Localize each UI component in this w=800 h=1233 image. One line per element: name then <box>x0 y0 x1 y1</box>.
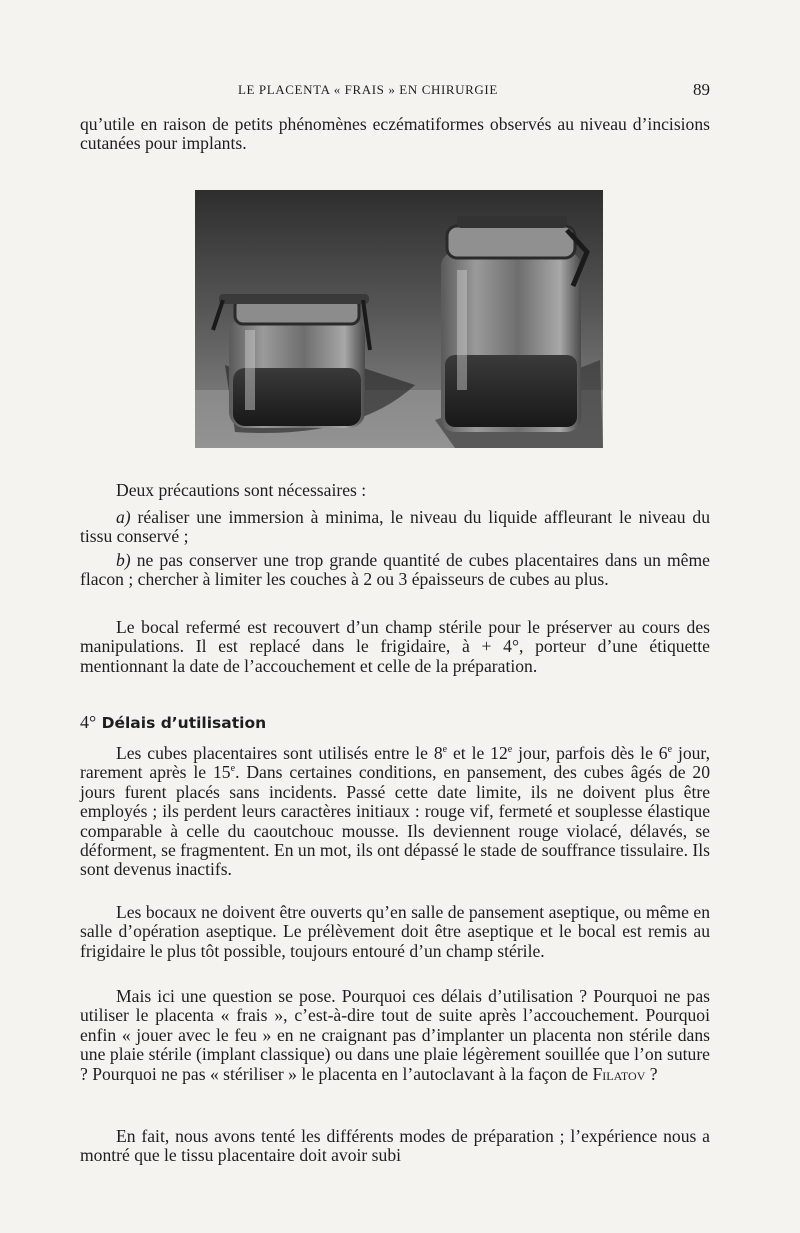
delais-text-3: jour, parfois dès le 6 <box>512 743 668 763</box>
delais-paragraph <box>80 744 710 880</box>
delais-text-5: . Dans certaines conditions, en pansement, des cubes âgés de 20 jours furent placés sans incidents. Passé cette date limite, ils ne doivent plus être employés ; ils perdent leurs caractères initiaux : rouge vif, fermeté et souplesse élastique comparable à celle du caoutchouc mousse. Ils deviennent rouge violacé, délavés, se déforment, se fragmentent. En un mot, ils ont dépassé le stade de souffrance tissulaire. Ils sont devenus inactifs. <box>80 762 710 880</box>
question-paragraph <box>80 987 710 1084</box>
precaution-a <box>80 508 710 547</box>
running-title: LE PLACENTA « FRAIS » EN CHIRURGIE <box>238 82 498 97</box>
question-text: Mais ici une question se pose. Pourquoi ces délais d’utilisation ? Pourquoi ne pas utiliser le placenta « frais », c’est-à-dire tout de suite après l’accouchement. Pourquoi enfin « jouer avec le feu » en ne craignant pas d’implanter un placenta non stérile dans une plaie stérile (implant classique) ou dans une plaie légèrement souillée que l’on suture ? Pourquoi ne pas « stériliser » le placenta en l’autoclavant à la façon de <box>80 986 710 1084</box>
precaution-a-text: réaliser une immersion à minima, le niveau du liquide affleurant le niveau du tissu conservé ; <box>80 507 710 547</box>
section-title: Délais d’utilisation <box>101 714 267 732</box>
ordinal-6: e <box>667 744 673 756</box>
running-header <box>80 80 712 100</box>
photo-preserving-jars <box>195 190 603 448</box>
delais-text-2: et le 12 <box>447 743 508 763</box>
page-number: 89 <box>693 80 710 99</box>
bocaux-paragraph: Les bocaux ne doivent être ouverts qu’en salle de pansement aseptique, ou même en salle d’opération aseptique. Le prélèvement doit être aseptique et le bocal est remis au frigidaire le plus tôt possible, toujours entouré d’un champ stérile. <box>80 902 710 961</box>
section-heading <box>80 712 266 733</box>
question-end: ? <box>645 1063 658 1084</box>
jar-photograph <box>195 190 603 448</box>
top-paragraph: qu’utile en raison de petits phénomènes eczématiformes observés au niveau d’incisions cutanées pour implants. <box>80 114 710 154</box>
author-filatov: Filatov <box>592 1063 646 1084</box>
precaution-b <box>80 551 710 590</box>
delais-text-1: Les cubes placentaires sont utilisés entre le 8 <box>116 743 443 763</box>
precaution-a-label: a) <box>116 507 131 527</box>
section-number: 4° <box>80 712 97 732</box>
precaution-b-label: b) <box>116 550 131 570</box>
precaution-b-text: ne pas conserver une trop grande quantité de cubes placentaires dans un même flacon ; chercher à limiter les couches à 2 ou 3 épaisseurs de cubes au plus. <box>80 550 710 590</box>
ordinal-15: e <box>230 763 236 775</box>
ordinal-12: e <box>507 744 513 756</box>
ordinal-8: e <box>442 744 448 756</box>
delais-text-4: jour, rarement après le 15 <box>80 743 710 783</box>
precautions-intro: Deux précautions sont nécessaires : <box>116 480 367 500</box>
final-paragraph: En fait, nous avons tenté les différents modes de préparation ; l’expérience nous a montré que le tissu placentaire doit avoir subi <box>80 1126 710 1166</box>
bocal-paragraph: Le bocal refermé est recouvert d’un champ stérile pour le préserver au cours des manipulations. Il est replacé dans le frigidaire, à + 4°, porteur d’une étiquette mentionnant la date de l’accouchement et celle de la préparation. <box>80 617 710 676</box>
